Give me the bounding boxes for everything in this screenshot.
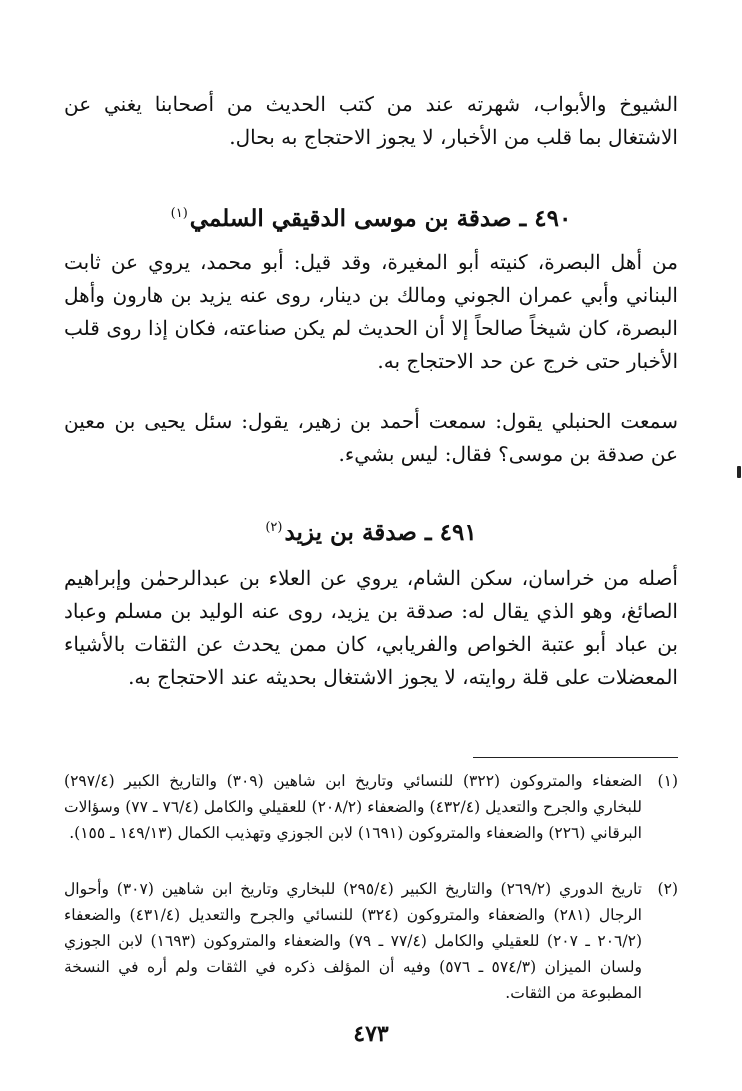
footnote-ref: (٢) [265, 520, 283, 535]
footnote-text: الضعفاء والمتروكون (٣٢٢) للنسائي وتاريخ ابن شاهين (٣٠٩) والتاريخ الكبير (٢٩٧/٤) للبخاري والجرح والتعديل (٤٣٢/٤) والضعفاء (٢٠٨/٢) للعقيلي والكامل (٧٦/٤ ـ ٧٧) وسؤالات البرقاني (٢٢٦) والضعفاء والمتروكون (١٦٩١) لابن الجوزي وتهذيب الكمال (١٤٩/١٣ ـ ١٥٥). [64, 772, 642, 842]
paragraph-entry-490-quote: سمعت الحنبلي يقول: سمعت أحمد بن زهير، يقول: سئل يحيى بن معين عن صدقة بن موسى؟ فقال: ليس بشيء. [64, 409, 678, 466]
footnote-divider [473, 757, 678, 758]
footnote-number: (٢) [657, 880, 678, 898]
footnote-ref: (١) [170, 206, 188, 221]
paragraph-entry-491: أصله من خراسان، سكن الشام، يروي عن العلاء بن عبدالرحمٰن وإبراهيم الصائغ، وهو الذي يقال له: صدقة بن يزيد، روى عنه الوليد بن مسلم وعباد بن عباد أبو عتبة الخواص والفريابي، كان ممن يحدث عن الثقات بالأشياء المعضلات على قلة روايته، لا يجوز الاشتغال بحديثه عند الاحتجاج به. [64, 566, 678, 689]
footnote-text: تاريخ الدوري (٢٦٩/٢) والتاريخ الكبير (٢٩٥/٤) للبخاري وتاريخ ابن شاهين (٣٠٧) وأحوال الرجال (٢٨١) والضعفاء والمتروكون (٣٢٤) للنسائي والجرح والتعديل (٤٣١/٤) والضعفاء (٢٠٦/٢ ـ ٢٠٧) للعقيلي والكامل (٧٧/٤ ـ ٧٩) والضعفاء والمتروكون (١٦٩٣) لابن الجوزي ولسان الميزان (٥٧٤/٣ ـ ٥٧٦) وفيه أن المؤلف ذكره في الثقات ولم أره في النسخة المطبوعة من الثقات. [64, 880, 642, 1002]
paragraph-entry-490: من أهل البصرة، كنيته أبو المغيرة، وقد قيل: أبو محمد، يروي عن ثابت البناني وأبي عمران الجوني ومالك بن دينار، روى عنه يزيد بن هارون وأهل البصرة، كان شيخاً صالحاً إلا أن الحديث لم يكن صناعته، فكان إذا روى قلب الأخبار حتى خرج عن حد الاحتجاج به. [64, 250, 678, 373]
footnote-number: (١) [657, 772, 678, 790]
paragraph-continuation: الشيوخ والأبواب، شهرته عند من كتب الحديث من أصحابنا يغني عن الاشتغال بما قلب من الأخبار، لا يجوز الاحتجاج به بحال. [64, 92, 678, 149]
entry-title: ٤٩٠ ـ صدقة بن موسى الدقيقي السلمي [189, 205, 572, 232]
entry-heading-490 [64, 196, 678, 237]
entry-title: ٤٩١ ـ صدقة بن يزيد [284, 519, 477, 546]
entry-heading-491 [64, 510, 678, 551]
margin-mark [737, 466, 741, 478]
page-number: ٤٧٣ [353, 1021, 389, 1047]
footnote-1 [64, 768, 678, 846]
footnote-2 [64, 876, 678, 1006]
